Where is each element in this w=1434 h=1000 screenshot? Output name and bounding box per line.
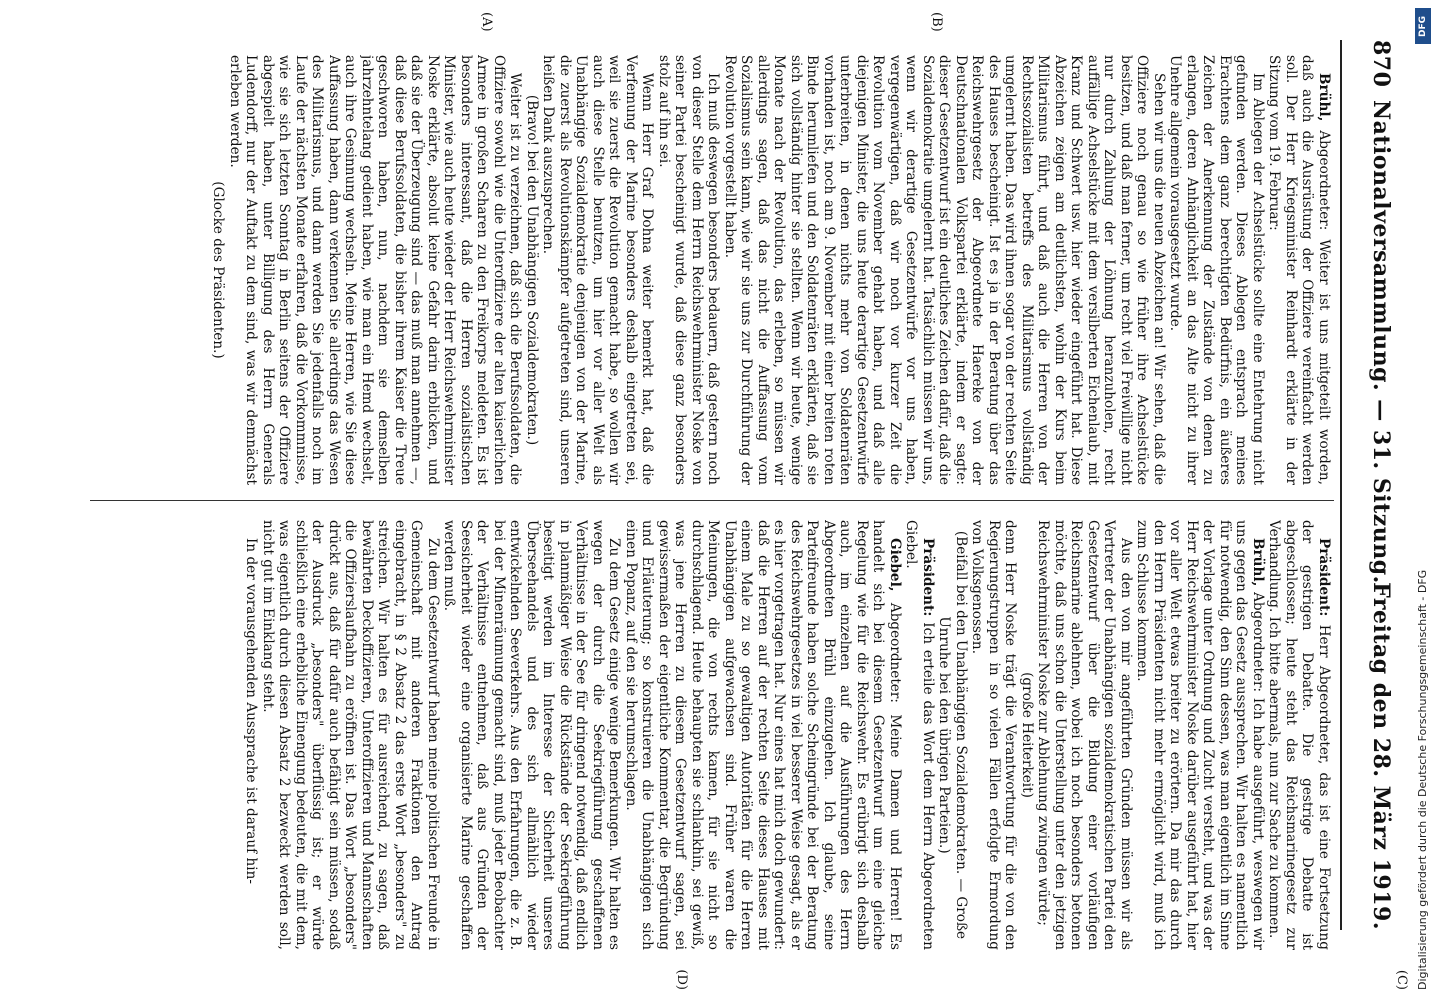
margin-marker-d: (D) [674, 969, 689, 990]
paragraph-text: Abgeordneter: Ich habe ausgeführt, weswegen wir uns gegen das Gesetz aussprechen. Wir halten es namentlich für notwendig, den Sinn dessen, was man eigentlich im Sinne der Vorlage unter Ordnung und Zucht versteht, und was der Herr Reichswehrminister Noske darüber ausgeführt hat, hier vor aller Welt etwas breiter zu erörtern. Da mir das durch den Herrn Präsidenten nicht mehr ermöglicht wird, muß ich zum Schlusse kommen. [1134, 520, 1266, 950]
header-left-title: Nationalversammlung. — 31. Sitzung. [1368, 100, 1394, 584]
paragraph [903, 520, 936, 950]
paragraph-text: (Beifall bei den Unabhängigen Sozialdemokraten. — Große Unruhe bei den übrigen Parteien.) [936, 530, 969, 940]
margin-marker-c: (C) [1394, 969, 1409, 990]
paragraph [722, 55, 1168, 485]
paragraph-text: (große Heiterkeit) [1019, 672, 1035, 798]
paragraph [656, 55, 722, 485]
paragraph-text: denn Herr Noske trägt die Verantwortung für die von den Regierungstruppen in so vielen Fällen erfolgte Ermordung von Volksgenossen. [969, 520, 1019, 950]
paragraph [227, 55, 524, 485]
paragraph-text: Abgeordneter: Meine Damen und Herren! Es handelt sich bei diesem Gesetzentwurf um eine gleiche Regelung wie für die Reichswehr. Es erübrigt sich deshalb auch, im einzelnen auf die Ausführungen des Herrn Abgeordneten Brühl einzugehen. Ich glaube, seine Parteifreunde haben solche Scheingründe bei der Beratung des Reichswehrgesetzes in viel besserer Weise gesagt, als er es hier vorgetragen hat. Nur eines hat mich doch gewundert: daß die Herren auf der rechten Seite dieses Hauses mit einem Male zu so gewaltigen Autoritäten für die Herren Unabhängigen aufgewachsen sind. Früher waren die Meinungen, die von rechts kamen, für sie nicht so durchschlagend. Heute behaupten sie schlankhin, sei gewiß, was jene Herren zu diesem Gesetzentwurf sagen, sei gewissermaßen der eigentliche Kommentar, die Begründung und Erläuterung; so konstruieren die Unabhängigen sich einen Popanz, auf den sie herumschlagen. [623, 520, 903, 950]
paragraph-text: Im Ablegen der Achselstücke sollte eine Entehrung nicht gefunden werden. Dieses Ablegen entsprach meines Erachtens dem ganz berechtigten Bedürfnis, ein äußeres Zeichen der Anerkennung der Zustände von denen zu erlangen, deren Anhänglichkeit an das Alte nicht zu ihrer Unehre allgemein vorausgesetzt wurde. [1167, 55, 1266, 485]
digitization-sidebar [1412, 0, 1434, 1000]
paragraph [1035, 520, 1134, 950]
speaker-name: Präsident: [1316, 538, 1332, 617]
header-rule [1340, 40, 1342, 930]
paragraph [260, 520, 442, 950]
speaker-name: Präsident: [920, 538, 936, 617]
margin-marker-b: (B) [929, 12, 944, 32]
paragraph [969, 520, 1019, 950]
paragraph-text: Aus den von mir angeführten Gründen müssen wir als Vertreter der Unabhängigen sozialdemokratischen Partei den Gesetzentwurf über die Bildung einer vorläufigen Reichsmarine ablehnen, wobei ich noch besonders betonen möchte, daß uns schon die Unterstellung unter den jetzigen Reichswehrminister Noske zur Ablehnung zwingen würde; [1035, 520, 1134, 950]
header-right-title: Freitag den 28. März 1919. [1368, 582, 1394, 930]
paragraph-text: (Glocke des Präsidenten.) [210, 181, 227, 359]
page-number: 870 [1368, 40, 1394, 88]
speaker-name: Brühl, [1250, 538, 1266, 587]
paragraph [243, 520, 260, 950]
paragraph [936, 520, 969, 950]
paragraph-text: Zu dem Gesetzentwurf haben meine politischen Freunde in Gemeinschaft mit anderen Fraktionen den Antrag eingebracht, in § 2 Absatz 2 das erste Wort „besonders" zu streichen. Wir halten es für ausreichend, zu sagen, daß bewährten Deckoffizieren, Unteroffizieren und Mannschaften die Offizierslaufbahn zu eröffnen ist. Das Wort „besonders" drückt aus, daß für dafür auch befähigt sein müssen, sodaß der Ausdruck „besonders" überflüssig ist; er würde schließlich eine erhebliche Einengung bedeuten, die mit dem, was eigentlich durch diesen Absatz 2 bezweckt werden soll, nicht gut im Einklang steht. [260, 520, 441, 950]
column-divider [90, 500, 1334, 501]
digitization-note: Digitalisierung gefördert durch die Deutsche Forschungsgemeinschaft - DFG [1416, 569, 1429, 990]
speaker-name: Brühl, [1316, 73, 1332, 122]
paragraph-text: Sehen wir uns die neuen Abzeichen an! Wir sehen, daß die Offiziere noch genau so wie früher ihre Achselstücke besitzen, und daß man ferner, um recht viel Freiwillige nicht nur durch Zahlung der Löhnung heranzuholen, recht auffällige Achselstücke mit dem versilberten Eichenlaub, mit Kranz und Schwert usw. hier wieder eingeführt hat. Diese Abzeichen zeigen am deutlichsten, wohin der Kurs beim Militarismus führt, und daß auch die Herren von der Rechtssozialisten betreffs des Militarismus vollständig umgelernt haben. Das wird ihnen sogar von der rechten Seite des Hauses bescheinigt. Ist es ja in der Beratung über das Reichswehrgesetz der Abgeordnete Haereke von der Deutschnationalen Volkspartei erklärte, indem er sagte: dieser Gesetzentwurf ist ein deutliches Zeichen dafür, daß die Sozialdemokratie umgelernt hat. Tatsächlich müssen wir uns, wenn wir derartige Gesetzentwürfe vor uns haben, vergegenwärtigen, daß wir noch vor kurzer Zeit die Revolution vom November gehabt haben, und daß alle diejenigen Minister, die uns heute derartige Gesetzentwürfe unterbreiten, in denen nichts mehr von Soldatenräten vorhanden ist, noch am 9. November mit einer breiten roten Binde herumliefen und den Soldatenräten erklärten, daß sie sich vollständig hinter sie stellten. Wenn wir heute, wenige Monate nach der Revolution, das erleben, so müssen wir allerdings sagen, daß das nicht die Auffassung vom Sozialismus sein kann, wie wir sie uns zur Durchführung der Revolution vorgestellt haben. [722, 55, 1167, 485]
paragraph [1266, 55, 1332, 485]
paragraph-text: Herr Abgeordneter, das ist eine Fortsetzung der gestrigen Debatte. Die gestrige Debatte ist abgeschlossen; heute steht das Reichsmarinegesetz zur Verhandlung. Ich bitte abermals, nun zur Sache zu kommen. [1266, 520, 1332, 950]
paragraph [540, 55, 656, 485]
paragraph [1167, 55, 1266, 485]
paragraph [441, 520, 623, 950]
dfg-logo: DFG [1415, 8, 1431, 44]
right-text-column [82, 520, 1332, 950]
paragraph-text: Weiter ist zu verzeichnen, daß sich die Berufssoldaten, die Offiziere sowohl wie die Unteroffiziere der alten kaiserlichen Armee in großen Scharen zu den Freikorps meldeten. Es ist besonders interessant, daß die Herren sozialistischen Minister, wie auch heute wieder der Herr Reichswehrminister Noske erklärte, absolut keine Gefahr darin erblicken, und daß sie der Überzeugung sind — das muß man annehmen —, daß diese Berufssoldaten, die bisher ihrem Kaiser die Treue geschworen haben, nun, nachdem sie demselben jahrzehntelang gedient haben, wie man ein Hemd wechselt, auch ihre Gesinnung wechseln. Meine Herren, wie Sie diese Auffassung haben, dann verkennen Sie allerdings das Wesen des Militarismus, und dann werden Sie jedenfalls noch im Laufe der nächsten Monate erfahren, daß die Vorkommnisse, wie sie sich letzten Sonntag in Berlin seitens der Offiziere abgespielt haben, unter Billigung des Herrn Generals Ludendorff, nur der Auftakt zu dem sind, was wir demnächst erleben werden. [227, 55, 524, 485]
paragraph [1266, 520, 1332, 950]
speaker-name: Giebel, [887, 538, 903, 592]
paragraph [524, 55, 541, 485]
paragraph-text: Zu dem Gesetz einige wenige Bemerkungen. Wir halten es wegen der durch die Seekriegführung geschaffenen Verhältnisse in der See für dringend notwendig, daß endlich in planmäßiger Weise die Rückstände der Seekriegführung beseitigt werden im Interesse der Sicherheit unseres Überseehandels und des sich allmählich wieder entwickelnden Seeverkehrs. Aus den Erfahrungen, die z. B. bei der Minenräumung gemacht sind, muß jeder Beobachter der Verhältnisse entnehmen, daß aus Gründen der Seesicherheit wieder eine organisierte Marine geschaffen werden muß. [441, 520, 623, 950]
paragraph-text: In der vorausgehenden Aussprache ist darauf hin- [243, 538, 260, 884]
paragraph-text: Ich muß deswegen besonders bedauern, daß gestern noch von dieser Stelle dem Herrn Reichswehrminister Noske von seiner Partei bescheinigt wurde, daß diese ganz besonders stolz auf ihn sei. [656, 55, 722, 485]
paragraph-text: Abgeordneter: Weiter ist uns mitgeteilt worden, daß auch die Ausrüstung der Offiziere vereinfacht werden soll. Der Herr Kriegsminister Reinhardt erklärte in der Sitzung vom 19. Februar: [1266, 55, 1332, 485]
paragraph-text: Ich erteile das Wort dem Herrn Abgeordneten Giebel. [903, 520, 936, 950]
paragraph-text: Wenn Herr Graf Dohna weiter bemerkt hat, daß die Verfemung der Marine besonders deshalb eingetreten sei, weil sie zuerst die Revolution gemacht habe, so wollen wir auch diese Stelle benutzen, um hier vor aller Welt als Unabhängige Sozialdemokratie denjenigen von der Marine, die zuerst als Revolutionskämpfer aufgetreten sind, unseren heißen Dank auszusprechen. [540, 55, 656, 485]
paragraph [210, 55, 227, 485]
page-header [1324, 40, 1394, 930]
paragraph [623, 520, 904, 950]
left-text-column [82, 55, 1332, 485]
paragraph-text: (Bravo! bei den Unabhängigen Sozialdemokraten.) [524, 94, 540, 446]
paragraph [1019, 520, 1036, 950]
paragraph [1134, 520, 1266, 950]
margin-marker-a: (A) [479, 12, 494, 32]
